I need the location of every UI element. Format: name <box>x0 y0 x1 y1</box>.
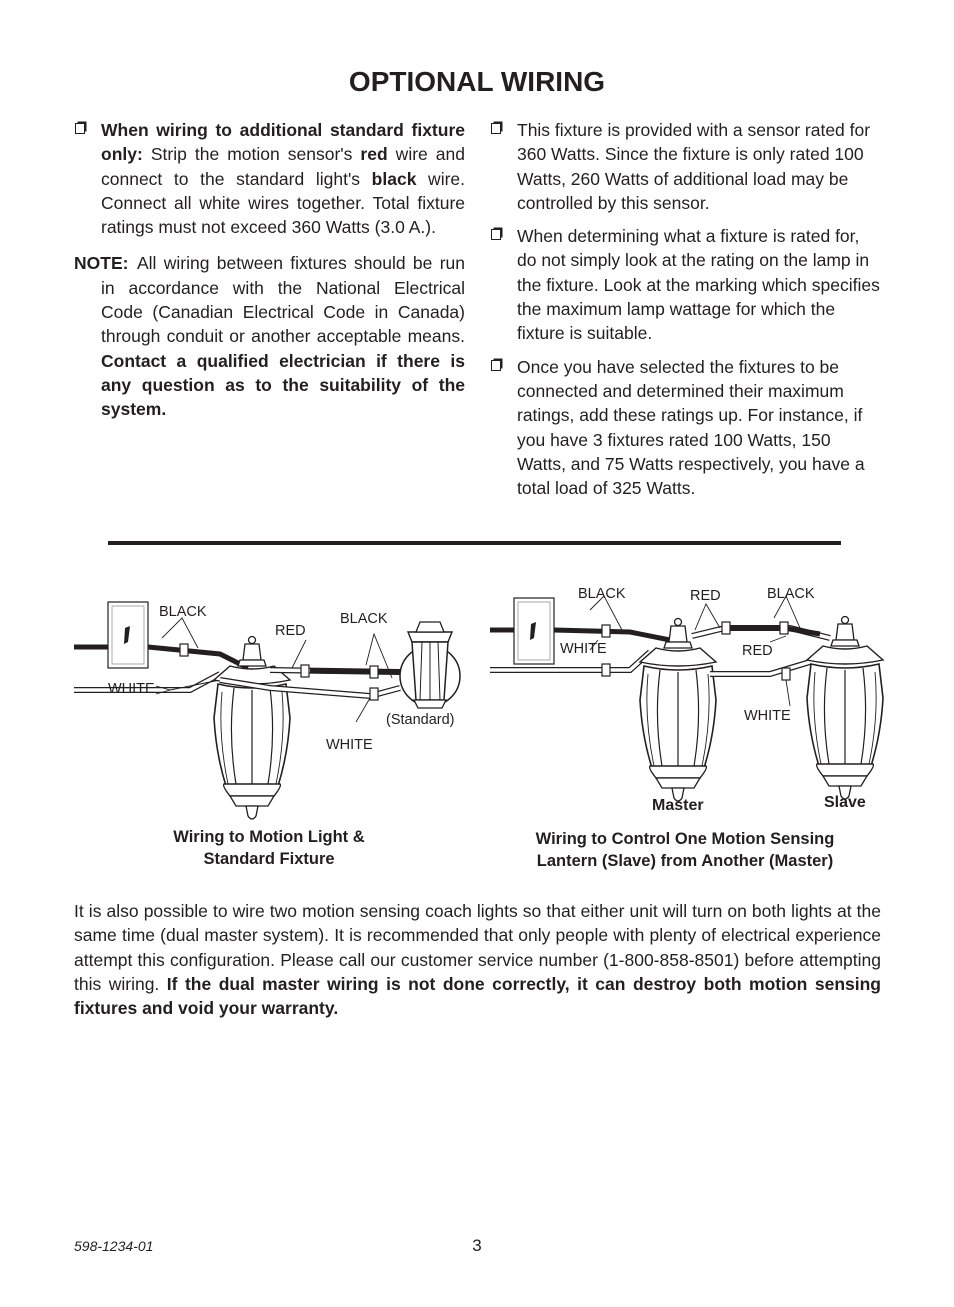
red-emphasis: red <box>360 144 388 165</box>
bullet-text: wire and connect to the standard light's <box>101 144 465 189</box>
caption-line: Lantern (Slave) from Another (Master) <box>536 852 834 870</box>
checkbox-bullet-icon <box>491 360 501 371</box>
part-number: 598-1234-01 <box>74 1238 154 1254</box>
bullet-lead: When wiring to additional standard fixture only: <box>101 120 465 165</box>
diagram-motion-and-standard <box>74 602 460 868</box>
wall-switch-icon <box>108 602 148 668</box>
label-black: BLACK <box>578 586 626 602</box>
label-white: WHITE <box>326 737 373 753</box>
section-divider <box>108 541 841 545</box>
bullet-text: When determining what a fixture is rated for, do not simply look at the rating on the lamp in the fixture. Look at the marking which specifies the maximum lamp wattage for which the fixture is suitable. <box>517 226 880 344</box>
master-lantern-icon <box>640 619 716 802</box>
black-emphasis: black <box>371 168 417 189</box>
label-black: BLACK <box>767 586 815 602</box>
label-red: RED <box>275 623 306 639</box>
caption-line: Wiring to Motion Light & <box>173 828 365 846</box>
note-text: All wiring between fixtures should be run in accordance with the National Electrical Code (Canadian Electrical Code in Canada) through conduit or another acceptable means. <box>101 253 465 347</box>
bullet-text: wire. Connect all white wires together. Total fixture ratings must not exceed 360 Watts (3.0 A.). <box>101 168 466 238</box>
bullet-additional-fixture <box>74 118 465 239</box>
bullet-text: Once you have selected the fixtures to be connected and determined their maximum ratings, add these ratings up. For instance, if you have 3 fixtures rated 100 Watts, 150 Watts, and 75 Watts respectively, you have a total load of 325 Watts. <box>517 356 865 499</box>
diagram-master-slave <box>490 586 883 870</box>
slave-lantern-icon <box>807 617 883 800</box>
note-label: NOTE: <box>74 253 129 274</box>
wiring-diagrams <box>70 570 890 880</box>
checkbox-bullet-icon <box>491 229 501 240</box>
caption-line: Wiring to Control One Motion Sensing <box>535 830 835 848</box>
label-slave: Slave <box>824 794 866 811</box>
left-column <box>74 118 465 422</box>
page-title: OPTIONAL WIRING <box>348 66 606 97</box>
checkbox-bullet-icon <box>75 123 85 134</box>
label-black: BLACK <box>159 604 207 620</box>
page-number: 3 <box>472 1236 482 1255</box>
note-warning: Contact a qualified electrician if there is any question as to the suitability of the system. <box>101 350 465 420</box>
wall-switch-icon <box>514 598 554 664</box>
label-white: WHITE <box>560 641 607 657</box>
bullet-fixture-rating <box>490 224 881 345</box>
label-red: RED <box>742 643 773 659</box>
paragraph-text: It is also possible to wire two motion sensing coach lights so that either unit will turn on both lights at the same time (dual master system). It is recommended that only people with plenty of electrical experience attempt this configuration. Please call our customer service number (1-800-858-8501) before attempting this wiring. <box>74 901 881 994</box>
caption-line: Standard Fixture <box>203 850 335 868</box>
paragraph-warning: If the dual master wiring is not done correctly, it can destroy both motion sensing fixtures and void your warranty. <box>74 973 881 1019</box>
bullet-total-load <box>490 355 881 501</box>
label-white: WHITE <box>108 681 155 697</box>
label-black: BLACK <box>340 611 388 627</box>
label-standard: (Standard) <box>386 712 455 728</box>
motion-lantern-icon <box>214 637 290 820</box>
wiring-note <box>74 251 465 421</box>
bullet-text: This fixture is provided with a sensor rated for 360 Watts. Since the fixture is only rated 100 Watts, 260 Watts of additional load may be controlled by this sensor. <box>517 120 871 213</box>
bullet-sensor-rating <box>490 118 881 215</box>
right-column <box>490 118 881 509</box>
dual-master-paragraph <box>74 899 881 1020</box>
standard-fixture-icon <box>400 622 460 708</box>
label-red: RED <box>690 588 721 604</box>
label-master: Master <box>652 797 704 814</box>
label-white: WHITE <box>744 708 791 724</box>
checkbox-bullet-icon <box>491 123 501 134</box>
bullet-text: Strip the motion sensor's <box>142 144 361 165</box>
